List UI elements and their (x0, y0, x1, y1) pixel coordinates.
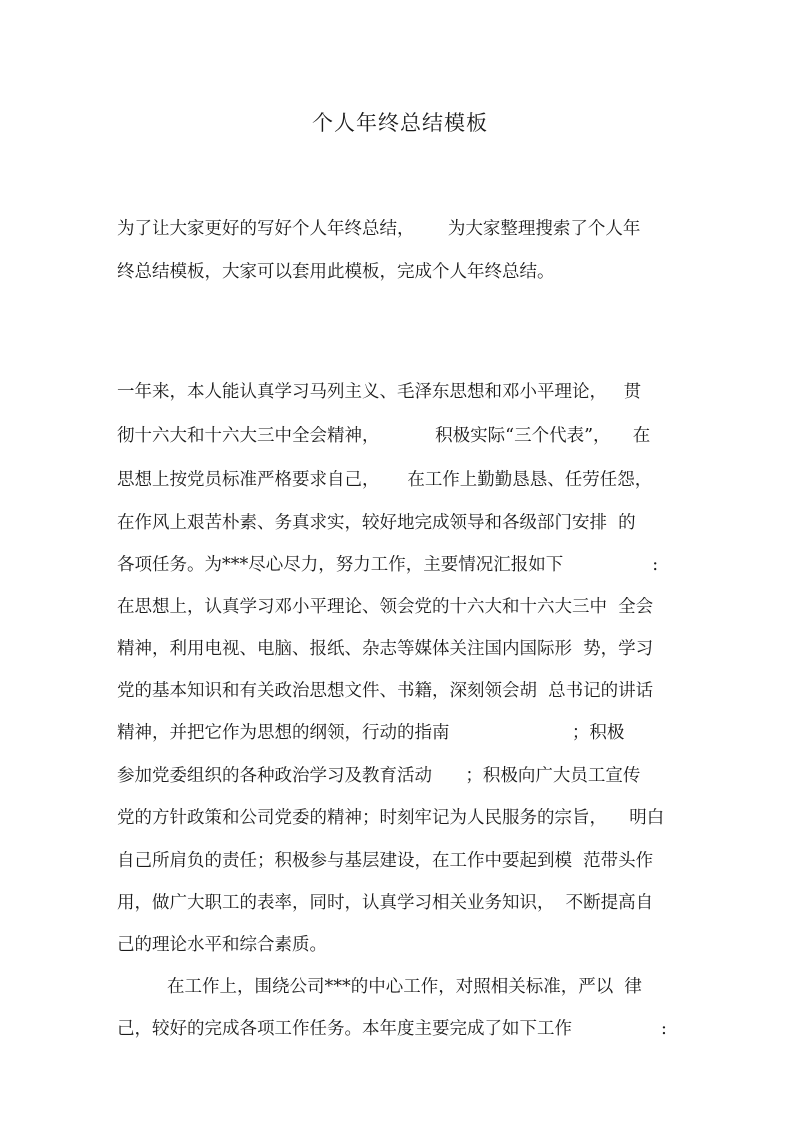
intro-line-1: 为了让大家更好的写好个人年终总结， 为大家整理搜索了个人年 (117, 219, 641, 239)
intro-line-2: 终总结模板，大家可以套用此模板，完成个人年终总结。 (117, 262, 555, 282)
body-line-7: 精神，利用电视、电脑、报纸、杂志等媒体关注国内国际形 势，学习 (117, 639, 654, 659)
body-line-12: 自己所肩负的责任；积极参与基层建设，在工作中要起到模 范带头作 (117, 851, 654, 871)
body-line-6: 在思想上，认真学习邓小平理论、领会党的十六大和十六大三中 全会 (117, 597, 654, 617)
work-line-1: 在工作上，围绕公司***的中心工作，对照相关标准，严以 律 (167, 977, 642, 997)
body-line-1: 一年来，本人能认真学习马列主义、毛泽东思想和邓小平理论， 贯 (117, 382, 642, 402)
body-line-2: 彻十六大和十六大三中全会精神， 积极实际“三个代表”， 在 (117, 426, 651, 446)
body-line-14: 己的理论水平和综合素质。 (117, 935, 327, 955)
body-line-5: 各项任务。为***尽心尽力，努力工作，主要情况汇报如下 : (117, 555, 659, 575)
body-line-11: 党的方针政策和公司党委的精神；时刻牢记为人民服务的宗旨， 明白 (117, 808, 665, 828)
body-line-10: 参加党委组织的各种政治学习及教育活动 ；积极向广大员工宣传 (117, 766, 641, 786)
work-line-2: 己，较好的完成各项工作任务。本年度主要完成了如下工作 : (117, 1019, 667, 1039)
body-line-8: 党的基本知识和有关政治思想文件、书籍，深刻领会胡 总书记的讲话 (117, 681, 654, 701)
body-line-3: 思想上按党员标准严格要求自己， 在工作上勤勤恳恳、任劳任怨， (117, 470, 653, 490)
body-line-4: 在作风上艰苦朴素、务真求实，较好地完成领导和各级部门安排 的 (117, 513, 636, 533)
body-line-13: 用，做广大职工的表率，同时，认真学习相关业务知识， 不断提高自 (117, 893, 654, 913)
document-title: 个人年终总结模板 (312, 111, 488, 135)
body-line-9: 精神，并把它作为思想的纲领，行动的指南 ；积极 (117, 723, 625, 743)
